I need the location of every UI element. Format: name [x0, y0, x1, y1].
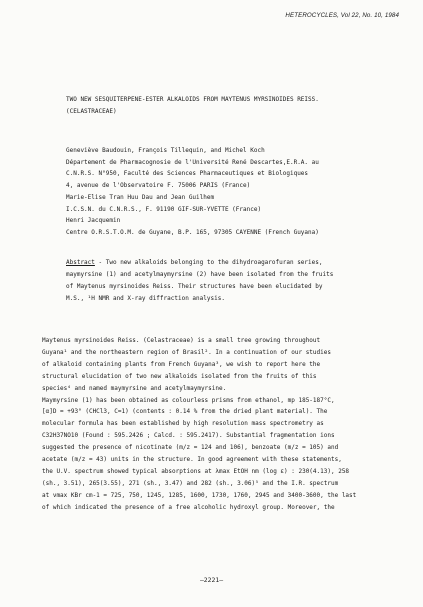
author-line: Département de Pharmacognosie de l'Université René Descartes,E.R.A. au: [66, 158, 319, 166]
title-line: TWO NEW SESQUITERPENE-ESTER ALKALOIDS FROM MAYTENUS MYRSINOIDES REISS.: [66, 96, 319, 103]
abstract-label: Abstract: [66, 259, 95, 266]
journal-header: HETEROCYCLES, Vol 22, No. 10, 1984: [285, 12, 399, 19]
body-line: (sh., 3.51), 265(3.55), 271 (sh., 3.47) and 282 (sh., 3.06)⁵ and the I.R. spectrum: [42, 479, 339, 487]
author-line: Henri Jacquemin: [66, 217, 121, 225]
body-text: [42, 335, 412, 514]
author-line: 4, avenue de l'Observatoire F. 75006 PARIS (France): [66, 182, 251, 190]
article-title: [66, 94, 406, 117]
body-line: of which indicated the presence of a free alcoholic hydroxyl group. Moreover, the: [42, 503, 335, 511]
author-line: I.C.S.N. du C.N.R.S., F. 91190 GIF-SUR-YVETTE (France): [66, 205, 262, 213]
author-line: Centre O.R.S.T.O.M. de Guyane, B.P. 165, 97305 CAYENNE (French Guyana): [66, 228, 319, 236]
body-line: suggested the presence of nicotinate (m/z = 124 and 106), benzoate (m/z = 105) and: [42, 444, 339, 452]
body-line: [α]D = +93° (CHCl3, C=1) (contents : 0.14 % from the dried plant material). The: [42, 408, 328, 416]
abstract-line: of Maytenus myrsinoides Reiss. Their structures have been elucidated by: [66, 283, 323, 290]
body-line: C32H37NO10 (Found : 595.2426 ; Calcd. : 595.2417). Substantial fragmentation ions: [42, 432, 335, 440]
title-line: (CELASTRACEAE): [66, 107, 117, 115]
body-line: Guyana¹ and the northeastern region of Brasil². In a continuation of our studies: [42, 348, 331, 356]
abstract-line: [66, 257, 411, 269]
page-number: —2221—: [199, 576, 224, 584]
abstract-text: - Two new alkaloids belonging to the dihydroagarofuran series,: [94, 259, 323, 266]
body-line: the U.V. spectrum showed typical absorptions at λmax EtOH nm (log ε) : 230(4.13), 258: [42, 467, 350, 475]
body-line: acetate (m/z = 43) units in the structure. In good agreement with these statements,: [42, 456, 342, 464]
body-line: structural elucidation of two new alkaloids isolated from the fruits of this: [42, 372, 317, 380]
abstract-block: [66, 257, 411, 305]
body-line: species⁴ and named maymyrsine and acetylmaymyrsine.: [42, 384, 227, 392]
authors-block: [66, 145, 411, 239]
abstract-line: maymyrsine (1) and acetylmaymyrsine (2) have been isolated from the fruits: [66, 271, 334, 278]
body-line: Maymyrsine (1) has been obtained as colourless prisms from ethanol, mp 185-187°C,: [42, 396, 335, 404]
body-line: molecular formula has been established by high resolution mass spectrometry as: [42, 420, 324, 428]
author-line: C.N.R.S. N°950, Faculté des Sciences Pharmaceutiques et Biologiques: [66, 170, 309, 178]
author-line: Geneviève Baudouin, François Tillequin, and Michel Koch: [66, 147, 265, 154]
body-line: at νmax KBr cm-1 = 725, 750, 1245, 1285, 1600, 1730, 1760, 2945 and 3400-3600, the last: [42, 491, 357, 499]
abstract-line: M.S., ¹H NMR and X-ray diffraction analysis.: [66, 295, 225, 302]
body-line: Maytenus myrsinoides Reiss. (Celastraceae) is a small tree growing throughout: [42, 337, 321, 344]
author-line: Marie-Elise Tran Huu Dau and Jean Guilhem: [66, 193, 215, 201]
body-line: of alkaloid containing plants from French Guyana³, we wish to report here the: [42, 360, 321, 368]
